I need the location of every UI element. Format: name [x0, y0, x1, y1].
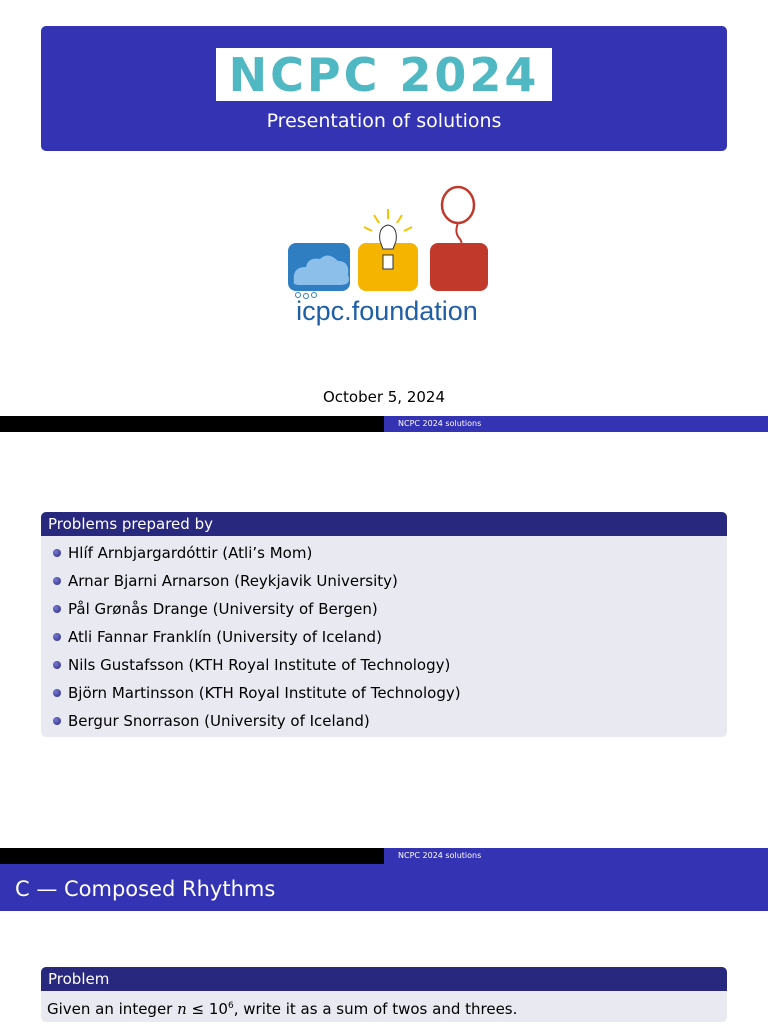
list-item: Bergur Snorrason (University of Iceland): [68, 711, 370, 731]
icpc-foundation-logo: [284, 183, 494, 301]
list-item: Arnar Bjarni Arnarson (Reykjavik University): [68, 571, 398, 591]
ncpc-logo: NCPC 2024: [216, 48, 552, 101]
bullet-icon: [53, 549, 61, 557]
list-item: Björn Martinsson (KTH Royal Institute of Technology): [68, 683, 461, 703]
slide-title: C — Composed Rhythms: [0, 864, 768, 911]
footer-left: [0, 848, 384, 864]
list-item: Pål Grønås Drange (University of Bergen): [68, 599, 378, 619]
sponsor-text: icpc.foundation: [296, 296, 478, 326]
footer-left: [0, 416, 384, 432]
footer-label: NCPC 2024 solutions: [384, 416, 768, 432]
subtitle: Presentation of solutions: [266, 110, 502, 132]
problem-statement: Given an integer $n \le 10^6$, write it as a sum of twos and threes.: [41, 991, 727, 1022]
red-tile: [430, 243, 488, 291]
bullet-icon: [53, 633, 61, 641]
footer-label: NCPC 2024 solutions: [384, 848, 768, 864]
balloon-icon: [442, 187, 474, 223]
date: October 5, 2024: [322, 388, 446, 406]
bullet-icon: [53, 661, 61, 669]
lightbulb-icon: [380, 225, 397, 249]
people-list-block: [41, 536, 727, 737]
list-item: Atli Fannar Franklín (University of Iceland): [68, 627, 382, 647]
block-title: Problems prepared by: [41, 512, 727, 536]
bullet-icon: [53, 717, 61, 725]
list-item: Hlíf Arnbjargardóttir (Atli’s Mom): [68, 543, 312, 563]
bullet-icon: [53, 605, 61, 613]
bullet-icon: [53, 689, 61, 697]
list-item: Nils Gustafsson (KTH Royal Institute of Technology): [68, 655, 450, 675]
problem-block-title: Problem: [41, 967, 727, 991]
bullet-icon: [53, 577, 61, 585]
